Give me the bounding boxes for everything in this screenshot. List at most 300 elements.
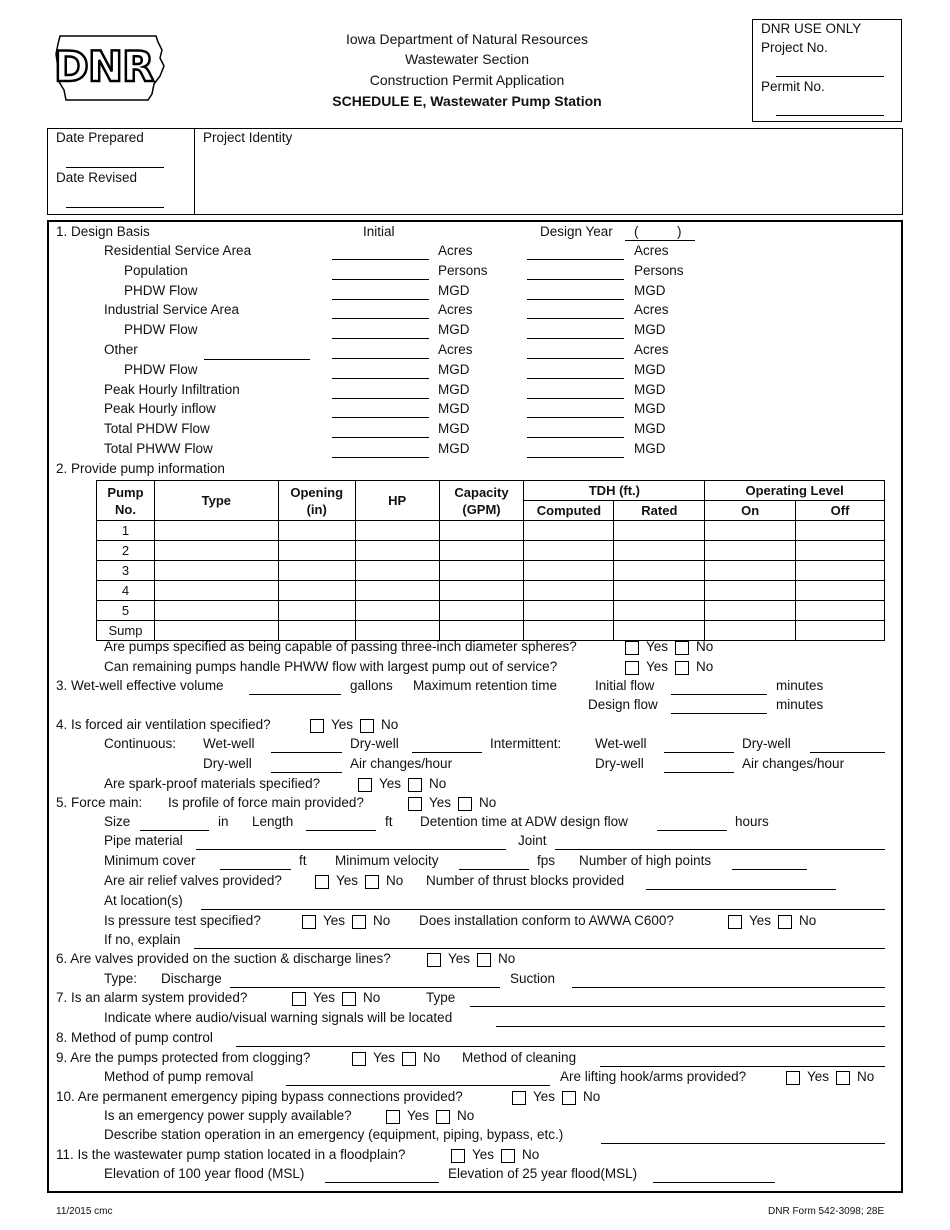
pump-cell[interactable] [278,601,355,621]
pump-cell[interactable] [524,581,614,601]
floodplain-question: 11. Is the wastewater pump station located in a floodplain? [56,1147,406,1162]
remaining-pumps-no-checkbox[interactable] [675,661,689,675]
pump-cell[interactable] [705,601,796,621]
removal-label: Method of pump removal [104,1069,254,1084]
pipe-material-field[interactable] [196,849,506,850]
yes-label: Yes [807,1069,830,1084]
clogging-no-checkbox[interactable] [402,1052,416,1066]
pump-control-field[interactable] [236,1046,885,1047]
remaining-pumps-yes-checkbox[interactable] [625,661,639,675]
pump-cell[interactable] [796,541,885,561]
pump-cell[interactable] [524,601,614,621]
initial-value-field[interactable] [332,259,429,260]
continuous-wet-well-field[interactable] [271,752,342,753]
awwa-no-checkbox[interactable] [778,915,792,929]
pump-cell[interactable] [278,621,355,641]
wet-well-volume-field[interactable] [249,694,341,695]
design-year-value-field[interactable] [527,318,624,319]
design-year-value-field[interactable] [527,358,624,359]
dnr-use-title: DNR USE ONLY [761,21,862,36]
no-label: No [583,1089,601,1104]
initial-unit: MGD [438,401,470,417]
pump-cell[interactable] [614,541,705,561]
table-row [97,541,885,561]
ventilation-yes-checkbox[interactable] [310,719,324,733]
pump-cell[interactable] [614,561,705,581]
high-points-label: Number of high points [579,853,712,868]
pump-cell[interactable] [355,601,439,621]
design-unit: MGD [634,361,666,377]
air-changes-label: Air changes/hour [350,756,453,771]
wet-well-label: Wet-well [595,736,647,751]
no-label: No [381,717,399,732]
no-label: No [479,795,497,810]
suction-label: Suction [510,971,556,986]
design-row-label: Peak Hourly inflow [104,401,216,417]
logo-text: DNR [54,42,154,91]
design-row-label: Peak Hourly Infiltration [104,381,240,397]
pump-cell[interactable] [524,561,614,581]
dnr-logo [52,32,167,104]
no-label: No [386,873,404,888]
emergency-power-yes-checkbox[interactable] [386,1110,400,1124]
table-row [97,581,885,601]
pressure-test-question: Is pressure test specified? [104,913,261,928]
pump-cell[interactable] [154,581,278,601]
clogging-yes-checkbox[interactable] [352,1052,366,1066]
date-revised-field[interactable] [66,207,164,208]
warning-location-field[interactable] [496,1026,885,1027]
pump-cell[interactable] [796,601,885,621]
initial-unit: Persons [438,262,488,278]
pump-cell[interactable] [614,601,705,621]
alarm-yes-checkbox[interactable] [292,992,306,1006]
design-flow-field[interactable] [671,713,767,714]
initial-value-field[interactable] [332,358,429,359]
pump-cell[interactable] [278,561,355,581]
alarm-type-label: Type [426,990,456,1005]
size-label: Size [104,814,131,829]
length-field[interactable] [306,830,376,831]
alarm-question: 7. Is an alarm system provided? [56,990,248,1005]
floodplain-no-checkbox[interactable] [501,1149,515,1163]
bypass-yes-checkbox[interactable] [512,1091,526,1105]
yes-label: Yes [646,659,669,674]
gallons-unit: gallons [350,678,393,693]
yes-label: Yes [323,913,346,928]
no-label: No [696,639,714,654]
off-header: Off [796,501,885,521]
thrust-blocks-label: Number of thrust blocks provided [426,873,625,888]
design-row-label: Residential Service Area [104,243,252,258]
design-row-label: Total PHWW Flow [104,441,213,456]
ventilation-question: 4. Is forced air ventilation specified? [56,717,271,732]
table-row [97,621,885,641]
operating-level-header: Operating Level [705,481,885,501]
force-main-label: 5. Force main: [56,795,143,810]
lifting-hook-yes-checkbox[interactable] [786,1071,800,1085]
hours-unit: hours [735,814,769,829]
design-year-label: Design Year [540,224,613,239]
initial-value-field[interactable] [332,417,429,418]
valves-yes-checkbox[interactable] [427,953,441,967]
awwa-question: Does installation conform to AWWA C600? [419,913,674,928]
ventilation-no-checkbox[interactable] [360,719,374,733]
profile-no-checkbox[interactable] [458,797,472,811]
no-label: No [498,951,516,966]
design-row-label: Population [124,262,188,278]
flood-25-field[interactable] [653,1182,775,1183]
flood-25-label: Elevation of 25 year flood(MSL) [448,1166,638,1181]
design-year-value-field[interactable] [527,457,624,458]
yes-label: Yes [429,795,452,810]
initial-value-field[interactable] [332,457,429,458]
pump-cell[interactable] [355,561,439,581]
emergency-power-question: Is an emergency power supply available? [104,1108,352,1123]
size-field[interactable] [140,830,209,831]
capacity-header: Capacity (GPM) [439,481,524,521]
design-row-label: PHDW Flow [124,361,198,377]
pump-cell[interactable] [355,621,439,641]
remaining-pumps-question: Can remaining pumps handle PHWW flow with largest pump out of service? [104,659,558,674]
pump-cell[interactable] [439,581,524,601]
lifting-hook-question: Are lifting hook/arms provided? [560,1069,747,1084]
pump-cell[interactable] [796,561,885,581]
bypass-no-checkbox[interactable] [562,1091,576,1105]
date-prepared-field[interactable] [66,167,164,168]
max-retention-label: Maximum retention time [413,678,558,693]
no-label: No [857,1069,875,1084]
profile-yes-checkbox[interactable] [408,797,422,811]
other-description-field[interactable] [204,359,310,360]
initial-value-field[interactable] [332,318,429,319]
no-label: No [457,1108,475,1123]
alarm-type-field[interactable] [470,1006,885,1007]
yes-label: Yes [407,1108,430,1123]
pump-cell[interactable] [614,521,705,541]
removal-field[interactable] [286,1085,550,1086]
project-identity-label: Project Identity [203,130,293,145]
intermittent-dry-well-field[interactable] [810,752,885,753]
alarm-no-checkbox[interactable] [342,992,356,1006]
pump-no-header: Pump No. [97,481,155,521]
locations-label: At location(s) [104,893,183,908]
design-year-value-field[interactable] [527,299,624,300]
emergency-operation-field[interactable] [601,1143,885,1144]
pump-cell[interactable] [439,521,524,541]
yes-label: Yes [472,1147,495,1162]
pressure-test-no-checkbox[interactable] [352,915,366,929]
pump-number: Sump [97,621,155,641]
discharge-label: Discharge [161,971,222,986]
flood-100-label: Elevation of 100 year flood (MSL) [104,1166,305,1181]
tdh-header: TDH (ft.) [524,481,705,501]
yes-label: Yes [646,639,669,654]
pump-cell[interactable] [355,581,439,601]
min-cover-label: Minimum cover [104,853,196,868]
initial-unit: MGD [438,361,470,377]
design-row-label: Other [104,342,138,357]
dry-well-label: Dry-well [350,736,399,751]
type-header: Type [154,481,278,521]
floodplain-yes-checkbox[interactable] [451,1149,465,1163]
initial-value-field[interactable] [332,398,429,399]
pump-cell[interactable] [355,541,439,561]
design-row-label: PHDW Flow [124,322,198,338]
fps-unit: fps [537,853,556,868]
warning-location-label: Indicate where audio/visual warning signals will be located [104,1010,453,1025]
pump-cell[interactable] [614,621,705,641]
pump-number: 5 [97,601,155,621]
locations-field[interactable] [201,909,885,910]
detention-field[interactable] [657,830,727,831]
pump-cell[interactable] [705,541,796,561]
opening-header: Opening (in) [278,481,355,521]
design-year-paren-close: ) [677,224,682,239]
pressure-test-yes-checkbox[interactable] [302,915,316,929]
lifting-hook-no-checkbox[interactable] [836,1071,850,1085]
flood-100-field[interactable] [325,1182,439,1183]
initial-value-field[interactable] [332,279,429,280]
no-label: No [373,913,391,928]
pump-cell[interactable] [524,521,614,541]
initial-value-field[interactable] [332,437,429,438]
design-flow-label: Design flow [588,697,658,712]
table-row [97,561,885,581]
pump-cell[interactable] [154,601,278,621]
spheres-question: Are pumps specified as being capable of passing three-inch diameter spheres? [104,639,577,654]
valves-no-checkbox[interactable] [477,953,491,967]
pump-cell[interactable] [705,521,796,541]
no-label: No [799,913,817,928]
dry-well-label: Dry-well [742,736,791,751]
air-relief-no-checkbox[interactable] [365,875,379,889]
profile-question: Is profile of force main provided? [168,795,364,810]
design-year-field[interactable] [625,240,695,241]
emergency-power-no-checkbox[interactable] [436,1110,450,1124]
spheres-no-checkbox[interactable] [675,641,689,655]
pump-info-title: 2. Provide pump information [56,461,225,476]
min-velocity-field[interactable] [459,869,529,870]
design-row-label: Industrial Service Area [104,302,240,318]
ft-unit: ft [299,853,307,868]
design-year-value-field[interactable] [527,378,624,379]
emergency-operation-label: Describe station operation in an emergency (equipment, piping, bypass, etc.) [104,1127,564,1142]
yes-label: Yes [448,951,471,966]
pump-cell[interactable] [439,541,524,561]
hp-header: HP [355,481,439,521]
design-row-label: Total PHDW Flow [104,421,210,437]
project-info-box [47,128,903,215]
spark-proof-question: Are spark-proof materials specified? [104,776,321,791]
pump-cell[interactable] [278,521,355,541]
yes-label: Yes [331,717,354,732]
design-year-value-field[interactable] [527,437,624,438]
pump-cell[interactable] [705,581,796,601]
date-prepared-label: Date Prepared [56,130,144,145]
yes-label: Yes [373,1050,396,1065]
no-label: No [423,1050,441,1065]
initial-flow-field[interactable] [671,694,767,695]
clogging-question: 9. Are the pumps protected from clogging? [56,1050,311,1065]
pump-number: 3 [97,561,155,581]
valve-type-label: Type: [104,971,138,986]
pump-cell[interactable] [705,561,796,581]
thrust-blocks-field[interactable] [646,889,836,890]
min-velocity-label: Minimum velocity [335,853,439,868]
design-unit: Acres [634,243,669,258]
pump-control-label: 8. Method of pump control [56,1030,213,1045]
cleaning-label: Method of cleaning [462,1050,577,1065]
footer-date: 11/2015 cmc [56,1206,113,1217]
air-changes-label: Air changes/hour [742,756,845,771]
spark-proof-yes-checkbox[interactable] [358,778,372,792]
wet-well-label: Wet-well [203,736,255,751]
pump-cell[interactable] [355,521,439,541]
pump-cell[interactable] [154,621,278,641]
pump-cell[interactable] [614,581,705,601]
pump-table [96,480,885,641]
discharge-field[interactable] [230,987,500,988]
design-unit: Acres [634,302,669,318]
pump-cell[interactable] [154,541,278,561]
minutes-unit: minutes [776,697,824,712]
air-relief-yes-checkbox[interactable] [315,875,329,889]
explain-field[interactable] [194,948,885,949]
intermittent-wet-well-field[interactable] [664,752,734,753]
pump-cell[interactable] [154,521,278,541]
no-label: No [522,1147,540,1162]
pump-cell[interactable] [439,621,524,641]
pump-cell[interactable] [796,621,885,641]
joint-label: Joint [518,833,547,848]
design-year-value-field[interactable] [527,259,624,260]
project-no-field[interactable] [776,76,884,77]
initial-unit: Acres [438,342,473,357]
initial-unit: Acres [438,302,473,318]
project-no-label: Project No. [761,40,828,55]
pump-cell[interactable] [796,581,885,601]
pump-cell[interactable] [524,541,614,561]
minutes-unit: minutes [776,678,824,693]
pump-number: 2 [97,541,155,561]
yes-label: Yes [533,1089,556,1104]
intermittent-dry-well-2-field[interactable] [664,772,734,773]
pump-cell[interactable] [524,621,614,641]
pump-number: 1 [97,521,155,541]
spheres-yes-checkbox[interactable] [625,641,639,655]
design-basis-title: 1. Design Basis [56,224,150,239]
no-label: No [429,776,447,791]
continuous-dry-well-field[interactable] [412,752,482,753]
initial-unit: MGD [438,282,470,298]
detention-label: Detention time at ADW design flow [420,814,628,829]
table-row [97,601,885,621]
pump-cell[interactable] [439,561,524,581]
pump-cell[interactable] [154,561,278,581]
permit-no-field[interactable] [776,115,884,116]
pump-cell[interactable] [278,541,355,561]
intermittent-label: Intermittent: [490,736,562,751]
continuous-label: Continuous: [104,736,177,751]
initial-value-field[interactable] [332,338,429,339]
design-year-value-field[interactable] [527,338,624,339]
design-year-paren-open: ( [634,224,639,239]
pump-cell[interactable] [439,601,524,621]
footer-form-no: DNR Form 542-3098; 28E [768,1206,885,1217]
bypass-question: 10. Are permanent emergency piping bypass connections provided? [56,1089,463,1104]
design-unit: MGD [634,401,666,417]
pipe-material-label: Pipe material [104,833,183,848]
design-unit: MGD [634,381,666,397]
valves-question: 6. Are valves provided on the suction & discharge lines? [56,951,391,966]
on-header: On [705,501,796,521]
design-unit: MGD [634,421,666,437]
pump-number: 4 [97,581,155,601]
no-label: No [363,990,381,1005]
design-unit: Persons [634,262,684,278]
wet-well-volume-label: 3. Wet-well effective volume [56,678,224,693]
initial-value-field[interactable] [332,378,429,379]
pump-cell[interactable] [278,581,355,601]
pump-cell[interactable] [796,521,885,541]
rated-header: Rated [614,501,705,521]
design-unit: MGD [634,282,666,298]
no-label: No [696,659,714,674]
yes-label: Yes [336,873,359,888]
design-year-value-field[interactable] [527,417,624,418]
initial-value-field[interactable] [332,299,429,300]
min-cover-field[interactable] [220,869,291,870]
yes-label: Yes [313,990,336,1005]
section-name: Wastewater Section [405,51,529,67]
initial-unit: Acres [438,243,473,258]
dry-well-label: Dry-well [203,756,252,771]
yes-label: Yes [379,776,402,791]
in-unit: in [218,814,229,829]
design-unit: Acres [634,342,669,357]
spark-proof-no-checkbox[interactable] [408,778,422,792]
cleaning-field[interactable] [600,1066,885,1067]
air-relief-question: Are air relief valves provided? [104,873,282,888]
joint-field[interactable] [555,849,885,850]
length-label: Length [252,814,294,829]
initial-unit: MGD [438,421,470,437]
schedule-title: SCHEDULE E, Wastewater Pump Station [332,93,602,109]
design-row-label: PHDW Flow [124,282,198,298]
initial-header: Initial [363,224,395,239]
pump-cell[interactable] [705,621,796,641]
initial-flow-label: Initial flow [595,678,655,693]
ft-unit: ft [385,814,393,829]
initial-unit: MGD [438,441,470,456]
project-info-divider [194,128,195,215]
awwa-yes-checkbox[interactable] [728,915,742,929]
high-points-field[interactable] [732,869,807,870]
suction-field[interactable] [572,987,885,988]
design-unit: MGD [634,441,666,456]
dry-well-label: Dry-well [595,756,644,771]
initial-unit: MGD [438,381,470,397]
design-year-value-field[interactable] [527,398,624,399]
explain-label: If no, explain [104,932,181,947]
design-year-value-field[interactable] [527,279,624,280]
form-name: Construction Permit Application [369,72,565,88]
continuous-dry-well-2-field[interactable] [271,772,342,773]
computed-header: Computed [524,501,614,521]
date-revised-label: Date Revised [56,170,138,185]
initial-unit: MGD [438,322,470,338]
